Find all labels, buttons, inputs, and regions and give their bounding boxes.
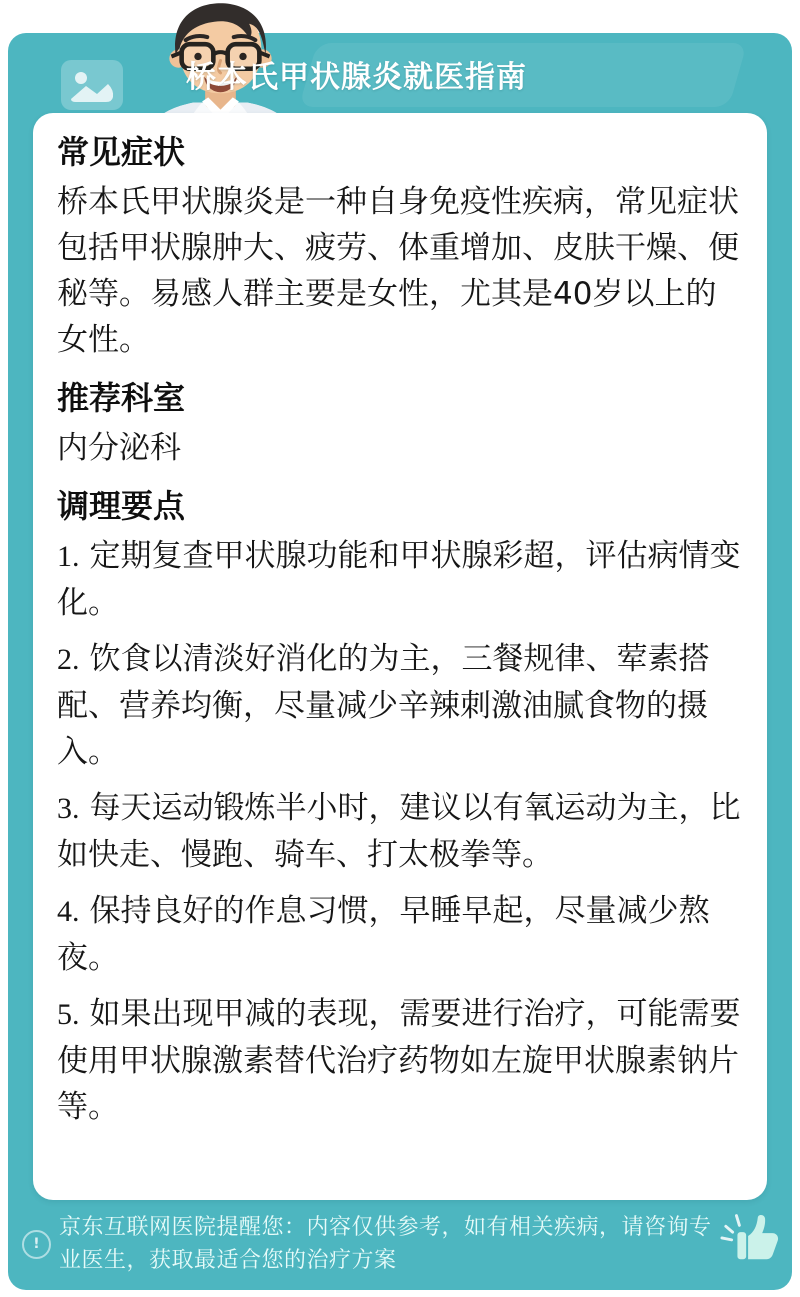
info-icon: ! bbox=[22, 1230, 51, 1259]
care-item bbox=[57, 636, 743, 775]
disclaimer-footer bbox=[22, 1206, 782, 1282]
content-card bbox=[33, 113, 767, 1200]
section-heading-department: 推荐科室 bbox=[57, 379, 186, 417]
care-item bbox=[57, 991, 743, 1130]
care-item-text: 保持良好的作息习惯，早睡早起，尽量减少熬夜。 bbox=[57, 893, 710, 976]
care-item-number: 3. bbox=[57, 792, 80, 825]
department-value: 内分泌科 bbox=[57, 430, 181, 466]
care-item-text: 如果出现甲减的表现，需要进行治疗，可能需要使用甲状腺激素替代治疗药物如左旋甲状腺素钠片等。 bbox=[57, 996, 741, 1125]
guide-panel bbox=[8, 33, 792, 1290]
care-item bbox=[57, 785, 743, 878]
panel-header bbox=[8, 33, 792, 115]
care-item-number: 1. bbox=[57, 540, 80, 573]
symptoms-paragraph: 桥本氏甲状腺炎是一种自身免疫性疾病，常见症状包括甲状腺肿大、疲劳、体重增加、皮肤干燥、便秘等。易感人群主要是女性，尤其是40岁以上的女性。 bbox=[57, 184, 739, 358]
section-heading-symptoms: 常见症状 bbox=[57, 133, 186, 171]
care-item-text: 定期复查甲状腺功能和甲状腺彩超，评估病情变化。 bbox=[57, 538, 741, 621]
care-item bbox=[57, 888, 743, 981]
thumbs-up-icon[interactable] bbox=[720, 1208, 782, 1264]
disclaimer-text: 京东互联网医院提醒您：内容仅供参考，如有相关疾病，请咨询专业医生，获取最适合您的治疗方案 bbox=[59, 1215, 712, 1273]
care-item-text: 饮食以清淡好消化的为主，三餐规律、荤素搭配、营养均衡，尽量减少辛辣刺激油腻食物的摄入。 bbox=[57, 641, 710, 770]
care-item-text: 每天运动锻炼半小时，建议以有氧运动为主，比如快走、慢跑、骑车、打太极拳等。 bbox=[57, 790, 741, 873]
care-item-number: 4. bbox=[57, 895, 80, 928]
section-heading-care: 调理要点 bbox=[57, 487, 186, 525]
care-item-number: 2. bbox=[57, 643, 80, 676]
page-title: 桥本氏甲状腺炎就医指南 bbox=[186, 60, 527, 95]
care-item-number: 5. bbox=[57, 998, 80, 1031]
care-item bbox=[57, 533, 743, 626]
